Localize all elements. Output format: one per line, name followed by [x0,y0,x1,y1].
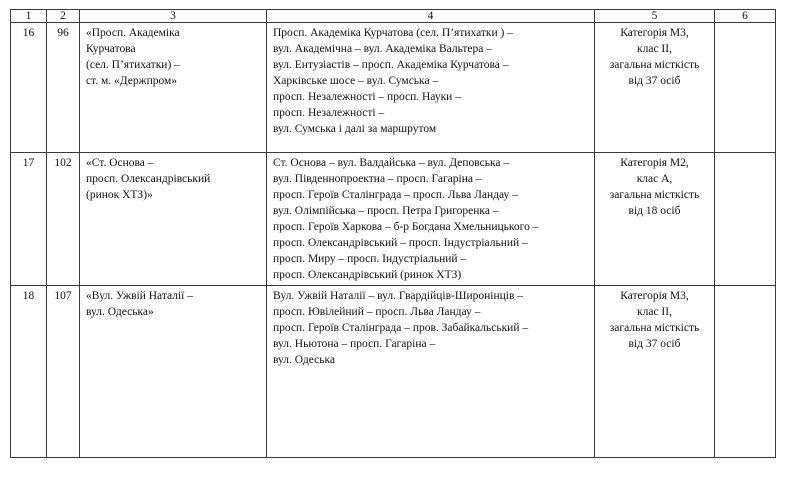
route-number: 96 [47,23,80,153]
route-path-line: Харківське шосе – вул. Сумська – [273,75,439,87]
route-name-line: «Просп. Академіка [86,27,180,39]
route-name-line: Курчатова [86,43,136,55]
route-name-line: «Ст. Основа – [86,157,154,169]
route-path-line: вул. Ентузіастів – просп. Академіка Курчатова – [273,59,509,71]
header-cell-6: 6 [715,10,776,23]
route-path-line: просп. Героїв Харкова – б-р Богдана Хмельницького – [273,221,539,233]
extra-cell [715,23,776,153]
route-path [267,286,595,458]
route-name-line: (ринок ХТЗ)» [86,189,153,201]
route-path-line: вул. Ньютона – просп. Гагаріна – [273,338,436,350]
route-path-line: вул. Олімпійська – просп. Петра Григоренка – [273,205,499,217]
table-row [11,23,776,153]
header-cell-1: 1 [11,10,47,23]
route-path-line: Вул. Ужвій Наталії – вул. Гвардійців-Широнінців – [273,290,524,302]
route-name [80,286,267,458]
route-path-line: вул. Одеська [273,354,336,366]
row-number: 16 [11,23,47,153]
category-line: клас ІІ, [637,306,672,318]
extra-cell [715,286,776,458]
header-cell-3: 3 [80,10,267,23]
category-line: від 18 осіб [628,205,681,217]
header-cell-5: 5 [595,10,715,23]
vehicle-category [595,153,715,286]
table-row [11,153,776,286]
category-line: загальна місткість [609,322,700,334]
vehicle-category [595,23,715,153]
header-row [11,10,776,23]
route-name-line: (сел. П’ятихатки) – [86,59,180,71]
route-name [80,23,267,153]
route-path-line: просп. Героїв Сталінграда – просп. Льва Ландау – [273,189,518,201]
vehicle-category [595,286,715,458]
category-line: клас ІІ, [637,43,672,55]
route-path-line: вул. Академічна – вул. Академіка Вальтера – [273,43,493,55]
category-line: загальна місткість [609,189,700,201]
route-path-line: вул. Сумська і далі за маршрутом [273,123,437,135]
route-name-line: просп. Олександрівський [86,173,211,185]
route-path [267,23,595,153]
table-row [11,286,776,458]
route-name-line: ст. м. «Держпром» [86,75,178,87]
route-number: 107 [47,286,80,458]
category-line: Категорія М3, [620,27,689,39]
category-line: Категорія М2, [620,157,689,169]
route-name [80,153,267,286]
route-number: 102 [47,153,80,286]
header-cell-4: 4 [267,10,595,23]
route-path-line: просп. Миру – просп. Індустріальний – [273,253,467,265]
category-line: Категорія М3, [620,290,689,302]
route-name-line: «Вул. Ужвій Наталії – [86,290,193,302]
extra-cell [715,153,776,286]
row-number: 17 [11,153,47,286]
route-path-line: просп. Незалежності – просп. Науки – [273,91,461,103]
route-path-line: Ст. Основа – вул. Валдайська – вул. Деповська – [273,157,510,169]
route-path-line: просп. Незалежності – [273,107,385,119]
route-path-line: вул. Південнопроектна – просп. Гагаріна – [273,173,482,185]
category-line: від 37 осіб [628,338,681,350]
route-path-line: просп. Олександрівський – просп. Індустріальний – [273,237,528,249]
route-path-line: просп. Героїв Сталінграда – пров. Забайкальський – [273,322,529,334]
header-cell-2: 2 [47,10,80,23]
category-line: від 37 осіб [628,75,681,87]
route-path [267,153,595,286]
row-number: 18 [11,286,47,458]
route-path-line: просп. Олександрівський (ринок ХТЗ) [273,269,462,281]
routes-table [10,9,776,458]
route-name-line: вул. Одеська» [86,306,154,318]
category-line: клас А, [636,173,673,185]
route-path-line: Просп. Академіка Курчатова (сел. П’ятихатки ) – [273,27,514,39]
category-line: загальна місткість [609,59,700,71]
route-path-line: просп. Ювілейний – просп. Льва Ландау – [273,306,481,318]
